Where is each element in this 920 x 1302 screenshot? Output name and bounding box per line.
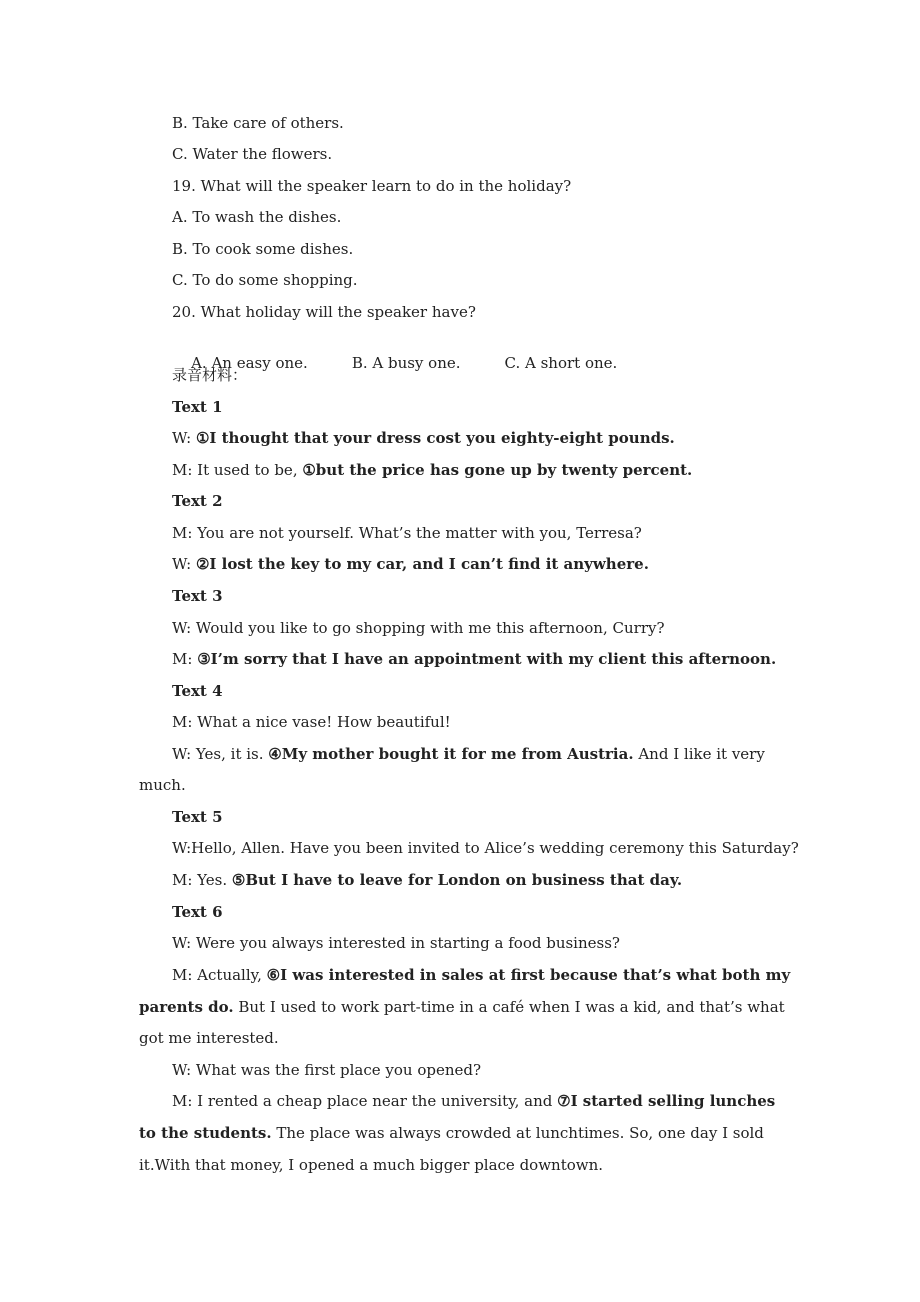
q20-option-a: A. An easy one. (191, 354, 308, 372)
key-sentence: ⑤But I have to leave for London on business that day. (231, 871, 683, 889)
q18-option-c: C. Water the flowers. (172, 145, 333, 163)
speaker-label: M: (172, 650, 198, 668)
key-sentence: ⑦I started selling lunches (557, 1092, 776, 1110)
speaker-label: M: I rented a cheap place near the university, and (172, 1092, 558, 1110)
text5-w-line: W:Hello, Allen. Have you been invited to Alice’s wedding ceremony this Saturday? (172, 839, 799, 857)
q20-option-b: B. A busy one. (351, 354, 461, 372)
text6-m2-line-1 (172, 1091, 775, 1111)
speaker-label: W: Yes, it is. (172, 745, 269, 763)
transcript-heading: 录音材料： (172, 366, 248, 384)
q19-question: 19. What will the speaker learn to do in the holiday? (172, 177, 572, 195)
speaker-label: W: (172, 429, 196, 447)
q20-question: 20. What holiday will the speaker have? (172, 303, 476, 321)
key-sentence: ⑥I was interested in sales at first because that’s what both my (266, 966, 791, 984)
text6-m-line-3: got me interested. (139, 1029, 279, 1047)
text4-w-suffix: And I like it very (633, 745, 765, 763)
text4-m-line: M: What a nice vase! How beautiful! (172, 713, 451, 731)
key-sentence: ①but the price has gone up by twenty percent. (302, 461, 693, 479)
text6-m-line-2 (139, 997, 785, 1017)
text2-m-line: M: You are not yourself. What’s the matter with you, Terresa? (172, 524, 642, 542)
q19-option-c: C. To do some shopping. (172, 271, 358, 289)
text6-m2-line-2 (139, 1123, 764, 1143)
text6-m-line-1 (172, 965, 790, 985)
text3-m-line (172, 649, 776, 669)
speaker-label: M: It used to be, (172, 461, 303, 479)
text6-m-rest: But I used to work part-time in a café when I was a kid, and that’s what (233, 998, 785, 1016)
text6-heading: Text 6 (172, 903, 223, 921)
q20-option-c: C. A short one. (504, 354, 618, 372)
text6-m2-line-3: it.With that money, I opened a much bigger place downtown. (139, 1156, 604, 1174)
text6-w-line-2: W: What was the first place you opened? (172, 1061, 482, 1079)
speaker-label: M: Yes. (172, 871, 232, 889)
text6-m2-rest: The place was always crowded at lunchtimes. So, one day I sold (271, 1124, 764, 1142)
speaker-label: W: (172, 555, 196, 573)
key-sentence: ②I lost the key to my car, and I can’t find it anywhere. (195, 555, 649, 573)
q19-option-a: A. To wash the dishes. (172, 208, 342, 226)
text1-heading: Text 1 (172, 398, 223, 416)
text1-w-line (172, 428, 675, 448)
key-sentence: ③I’m sorry that I have an appointment with my client this afternoon. (197, 650, 777, 668)
text4-w-continuation: much. (139, 776, 186, 794)
key-sentence: ①I thought that your dress cost you eighty-eight pounds. (195, 429, 675, 447)
text3-heading: Text 3 (172, 587, 223, 605)
key-sentence: to the students. (139, 1124, 272, 1142)
text2-heading: Text 2 (172, 492, 223, 510)
text2-w-line (172, 554, 649, 574)
text5-m-line (172, 870, 682, 890)
text5-heading: Text 5 (172, 808, 223, 826)
q19-option-b: B. To cook some dishes. (172, 240, 354, 258)
q18-option-b: B. Take care of others. (172, 114, 344, 132)
speaker-label: M: Actually, (172, 966, 267, 984)
text1-m-line (172, 460, 692, 480)
text6-w-line-1: W: Were you always interested in starting a food business? (172, 934, 620, 952)
text3-w-line: W: Would you like to go shopping with me this afternoon, Curry? (172, 619, 665, 637)
text4-heading: Text 4 (172, 682, 223, 700)
key-sentence: parents do. (139, 998, 234, 1016)
key-sentence: ④My mother bought it for me from Austria. (268, 745, 634, 763)
text4-w-line (172, 744, 765, 764)
